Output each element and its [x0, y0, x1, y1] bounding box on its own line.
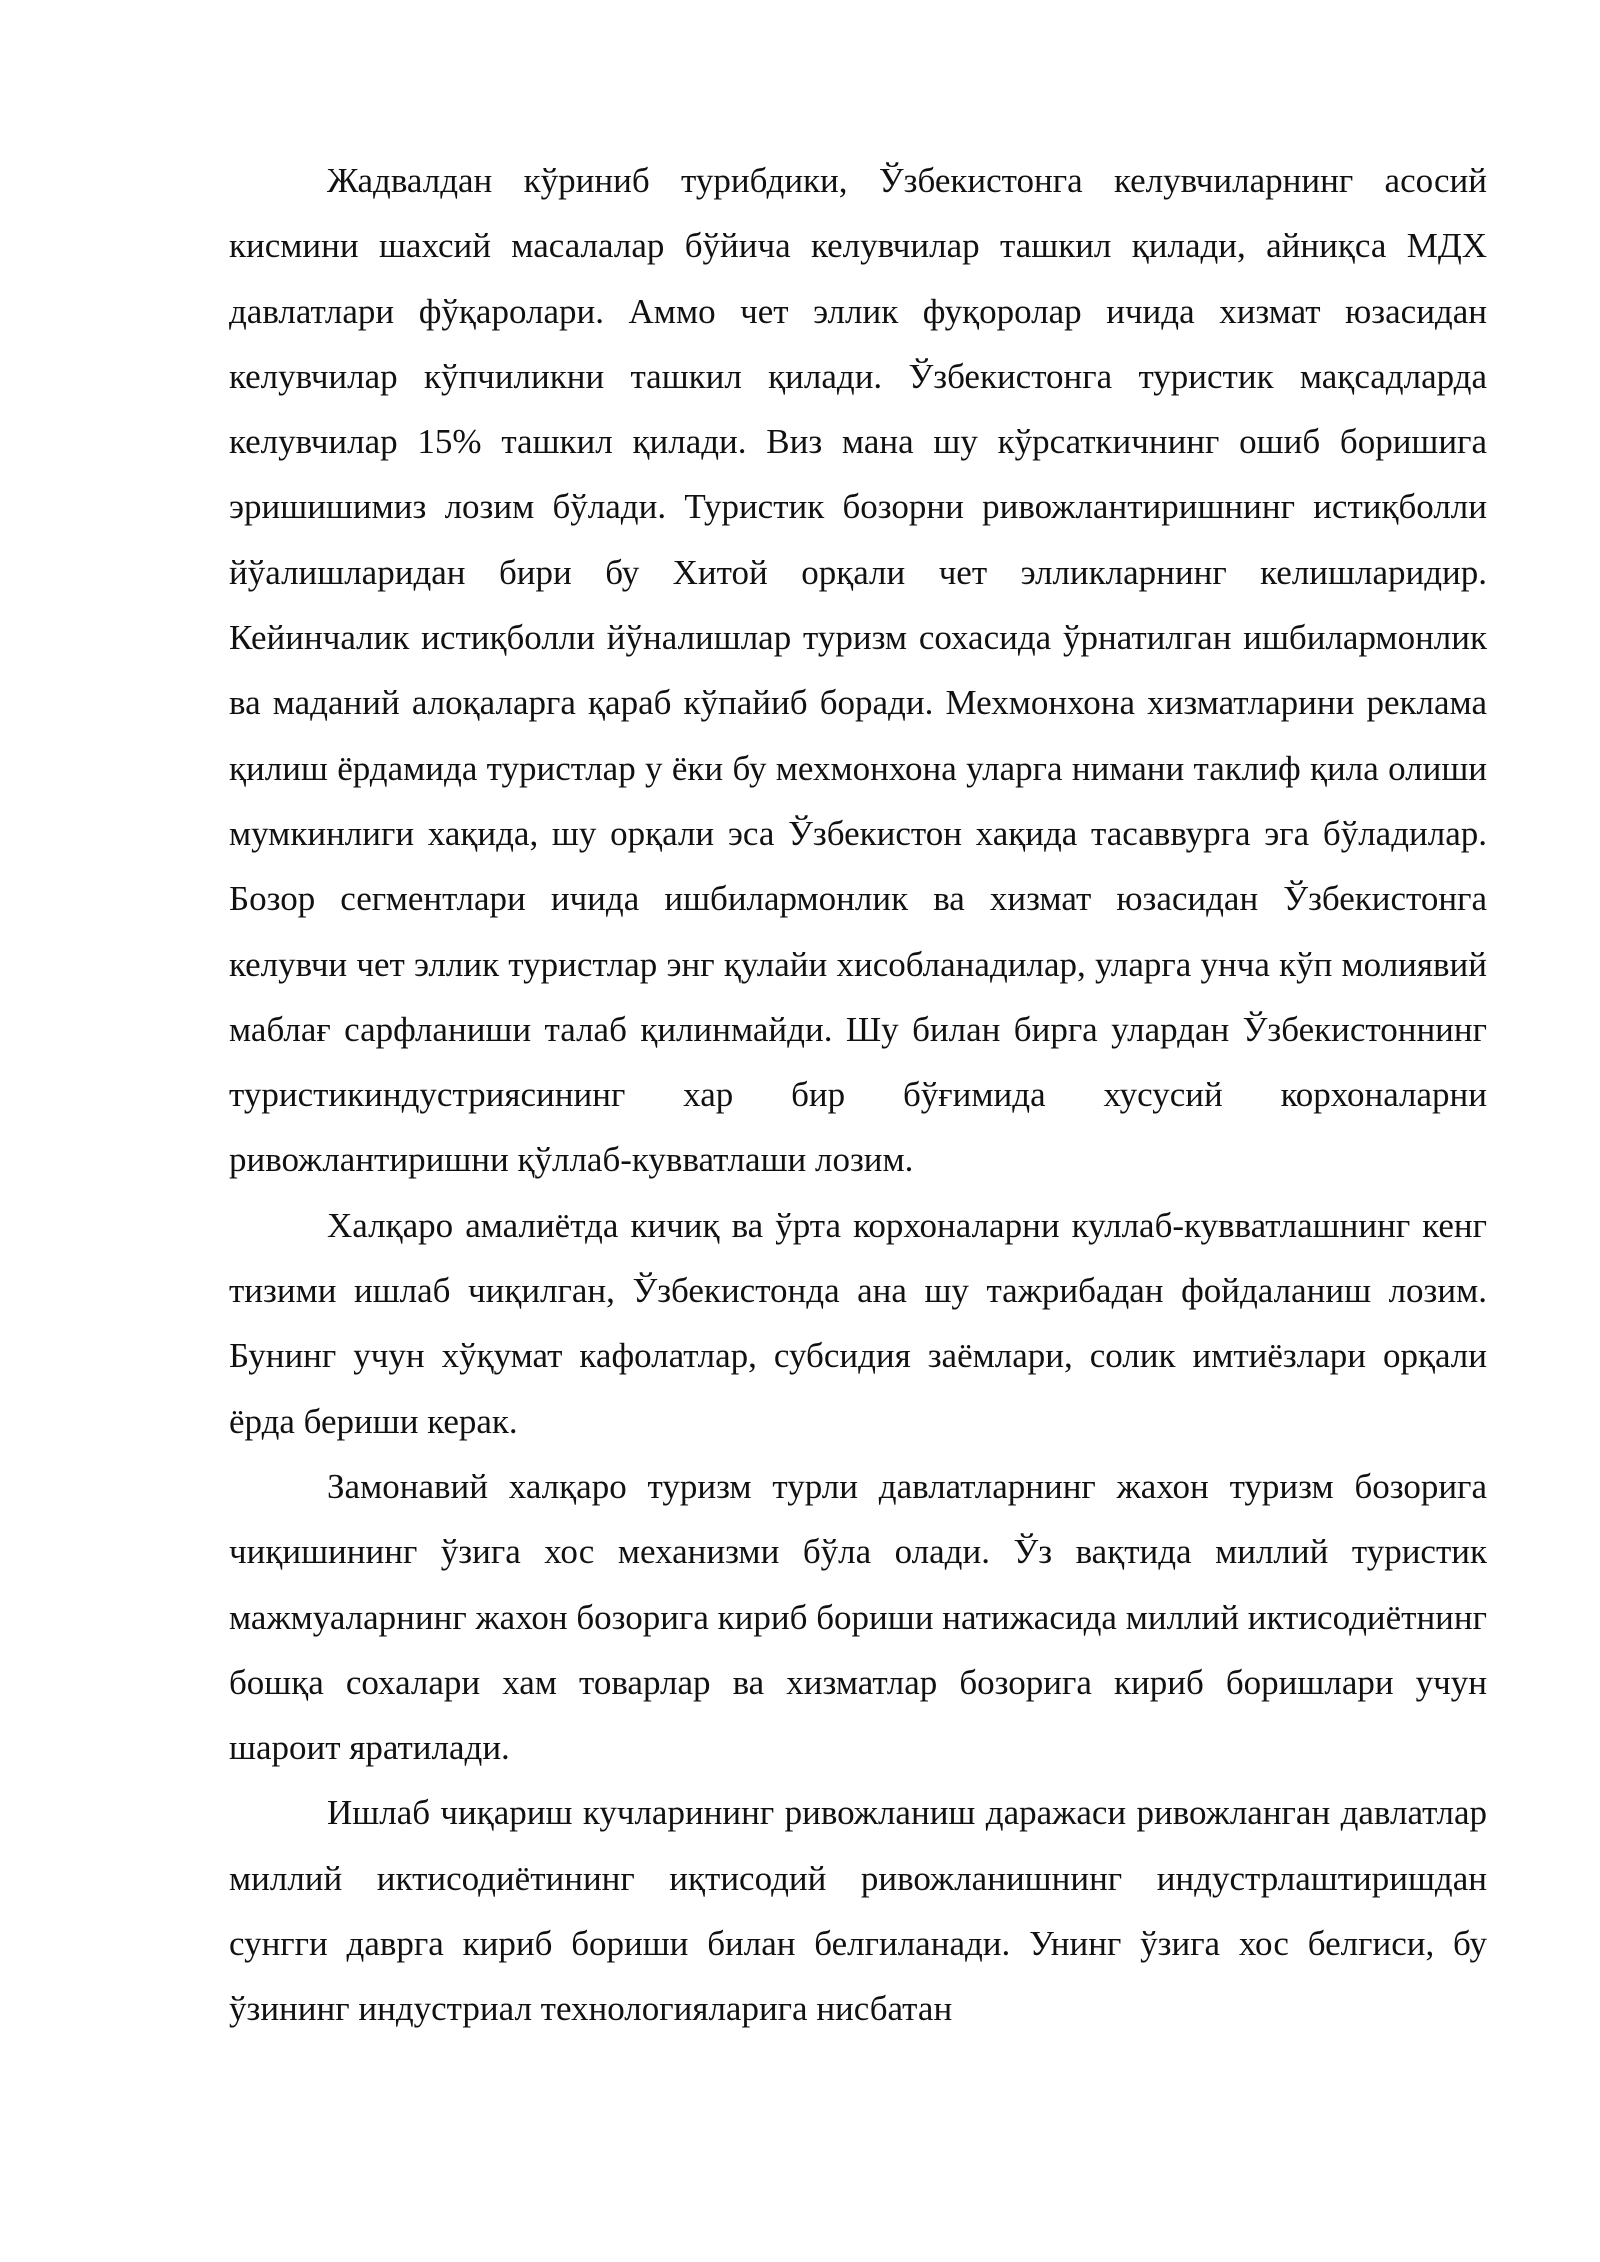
document-body — [229, 148, 1487, 2042]
paragraph-1: Жадвалдан кўриниб турибдики, Ўзбекистонга келувчиларнинг асосий кисмини шахсий масалалар бўйича келувчилар ташкил қилади, айниқса МДХ давлатлари фўқаролари. Аммо чет эллик фуқоролар ичида хизмат юзасидан келувчилар кўпчиликни ташкил қилади. Ўзбекистонга туристик мақсадларда келувчилар 15% ташкил қилади. Виз мана шу кўрсаткичнинг ошиб боришига эришишимиз лозим бўлади. Туристик бозорни ривожлантиришнинг истиқболли йўалишларидан бири бу Хитой орқали чет элликларнинг келишларидир. Кейинчалик истиқболли йўналишлар туризм сохасида ўрнатилган ишбилармонлик ва маданий алоқаларга қараб кўпайиб боради. Мехмонхона хизматларини реклама қилиш ёрдамида туристлар у ёки бу мехмонхона уларга нимани таклиф қила олиши мумкинлиги хақида, шу орқали эса Ўзбекистон хақида тасаввурга эга бўладилар. Бозор сегментлари ичида ишбилармонлик ва хизмат юзасидан Ўзбекистонга келувчи чет эллик туристлар энг қулайи хисобланадилар, уларга унча кўп молиявий маблағ сарфланиши талаб қилинмайди. Шу билан бирга улардан Ўзбекистоннинг туристикиндустриясининг хар бир бўғимида хусусий корхоналарни ривожлантиришни қўллаб-кувватлаши лозим. — [229, 161, 1487, 1180]
paragraph-3: Замонавий халқаро туризм турли давлатларнинг жахон туризм бозорига чиқишининг ўзига хос механизми бўла олади. Ўз вақтида миллий туристик мажмуаларнинг жахон бозорига кириб бориши натижасида миллий иктисодиётнинг бошқа сохалари хам товарлар ва хизматлар бозорига кириб боришлари учун шароит яратилади. — [229, 1466, 1487, 1768]
paragraph-2: Халқаро амалиётда кичиқ ва ўрта корхоналарни куллаб-кувватлашнинг кенг тизими ишлаб чиқилган, Ўзбекистонда ана шу тажрибадан фойдаланиш лозим. Бунинг учун хўқумат кафолатлар, субсидия заёмлари, солик имтиёзлари орқали ёрда бериши керак. — [229, 1205, 1487, 1441]
paragraph-4: Ишлаб чиқариш кучларининг ривожланиш даражаси ривожланган давлатлар миллий иктисодиётининг иқтисодий ривожланишнинг индустрлаштиришдан сунгги даврга кириб бориши билан белгиланади. Унинг ўзига хос белгиси, бу ўзининг индустриал технологияларига нисбатан — [229, 1793, 1487, 2029]
